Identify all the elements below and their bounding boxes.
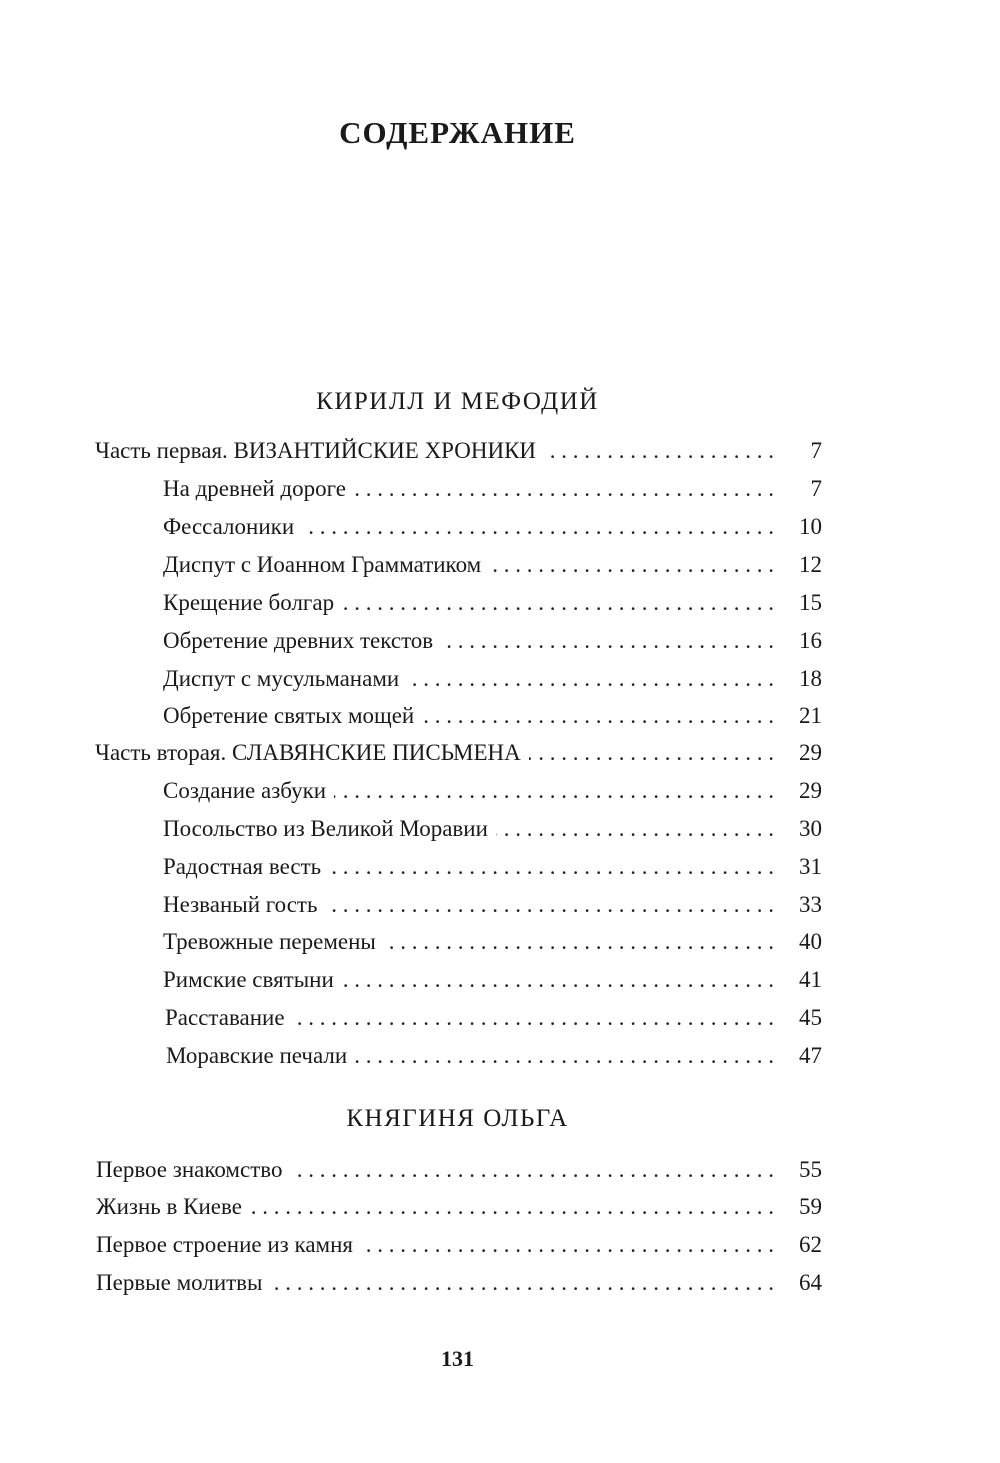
toc-entry-page: 45 [799, 1005, 822, 1030]
toc-entry-page: 10 [799, 514, 822, 539]
toc-entry-page: 62 [799, 1232, 822, 1257]
toc-entry-title: Расставание [165, 1005, 285, 1030]
toc-entry-page: 31 [799, 854, 822, 879]
toc-entry-page: 21 [799, 703, 822, 728]
toc-entry-title: Первые молитвы [96, 1270, 263, 1295]
dot-leader [489, 548, 774, 582]
dot-leader [342, 586, 774, 620]
toc-entry-page: 18 [799, 666, 822, 691]
dot-leader [342, 963, 774, 997]
toc-entry-title: Диспут с мусульманами [163, 666, 400, 691]
toc-entry-page: 59 [799, 1194, 822, 1219]
toc-entry-title: Крещение болгар [163, 590, 335, 615]
page-number: 131 [441, 1346, 474, 1371]
toc-entry[interactable] [163, 774, 822, 808]
dot-leader [355, 1039, 774, 1073]
toc-entry-title: Римские святыни [163, 967, 334, 992]
toc-entry-page: 7 [810, 438, 822, 463]
dot-leader [334, 774, 774, 808]
page-title: СОДЕРЖАНИЕ [339, 115, 576, 150]
section-heading-kirill-methodius: КИРИЛЛ И МЕФОДИЙ [316, 388, 599, 415]
toc-entry-title: Фессалоники [163, 514, 295, 539]
toc-entry-title: Тревожные перемены [163, 929, 376, 954]
toc-entry-title: Часть первая. ВИЗАНТИЙСКИЕ ХРОНИКИ [95, 438, 537, 463]
toc-entry[interactable] [163, 472, 822, 506]
toc-entry-page: 16 [799, 628, 822, 653]
toc-entry-title: Создание азбуки [163, 778, 327, 803]
dot-leader [361, 1228, 774, 1262]
toc-entry-title: На древней дороге [163, 476, 346, 501]
dot-leader [496, 812, 774, 846]
toc-entry[interactable] [163, 699, 822, 733]
toc-entry[interactable] [163, 586, 822, 620]
toc-entry-title: Первое знакомство [96, 1157, 283, 1182]
toc-entry[interactable] [163, 662, 822, 696]
toc-entry[interactable] [165, 1001, 822, 1035]
toc-entry-title: Часть вторая. СЛАВЯНСКИЕ ПИСЬМЕНА [95, 740, 521, 765]
toc-entry[interactable] [163, 850, 822, 884]
toc-entry[interactable] [96, 1266, 822, 1300]
toc-entry-page: 41 [799, 967, 822, 992]
dot-leader [302, 510, 774, 544]
toc-entry[interactable] [166, 1039, 822, 1073]
toc-entry-title: Обретение святых мощей [163, 703, 415, 728]
toc-entry[interactable] [163, 925, 822, 959]
toc-entry[interactable] [96, 1190, 822, 1224]
toc-entry-title: Жизнь в Киеве [96, 1194, 242, 1219]
toc-entry[interactable] [163, 812, 822, 846]
toc-entry[interactable] [163, 624, 822, 658]
dot-leader [441, 624, 774, 658]
toc-entry-page: 29 [799, 740, 822, 765]
dot-leader [271, 1266, 775, 1300]
toc-entry-title: Посольство из Великой Моравии [163, 816, 488, 841]
toc-entry-page: 30 [799, 816, 822, 841]
toc-entry-title: Моравские печали [166, 1043, 348, 1068]
dot-leader [422, 699, 774, 733]
toc-entry[interactable] [163, 548, 822, 582]
dot-leader [290, 1153, 774, 1187]
toc-entry[interactable] [96, 1228, 822, 1262]
toc-entry-part-two[interactable] [95, 736, 822, 770]
toc-entry-title: Диспут с Иоанном Грамматиком [163, 552, 482, 577]
toc-entry-page: 29 [799, 778, 822, 803]
toc-entry-title: Незваный гость [163, 892, 318, 917]
toc-entry-page: 15 [799, 590, 822, 615]
dot-leader [544, 434, 774, 468]
toc-entry-page: 7 [810, 476, 822, 501]
toc-entry-page: 33 [799, 892, 822, 917]
toc-entry-page: 12 [799, 552, 822, 577]
toc-entry-page: 64 [799, 1270, 822, 1295]
dot-leader [407, 662, 774, 696]
toc-entry-title: Первое строение из камня [96, 1232, 353, 1257]
dot-leader [325, 888, 774, 922]
dot-leader [354, 472, 774, 506]
toc-entry-part-one[interactable] [95, 434, 822, 468]
toc-entry-title: Обретение древних текстов [163, 628, 434, 653]
dot-leader [250, 1190, 774, 1224]
toc-entry[interactable] [163, 888, 822, 922]
toc-entry[interactable] [163, 510, 822, 544]
toc-entry-title: Радостная весть [163, 854, 322, 879]
toc-entry[interactable] [96, 1153, 822, 1187]
toc-entry-page: 40 [799, 929, 822, 954]
dot-leader [529, 736, 774, 770]
section-heading-olga: КНЯГИНЯ ОЛЬГА [346, 1105, 569, 1132]
toc-entry-page: 47 [799, 1043, 822, 1068]
dot-leader [293, 1001, 774, 1035]
toc-entry-page: 55 [799, 1157, 822, 1182]
toc-entry[interactable] [163, 963, 822, 997]
dot-leader [329, 850, 774, 884]
dot-leader [384, 925, 774, 959]
